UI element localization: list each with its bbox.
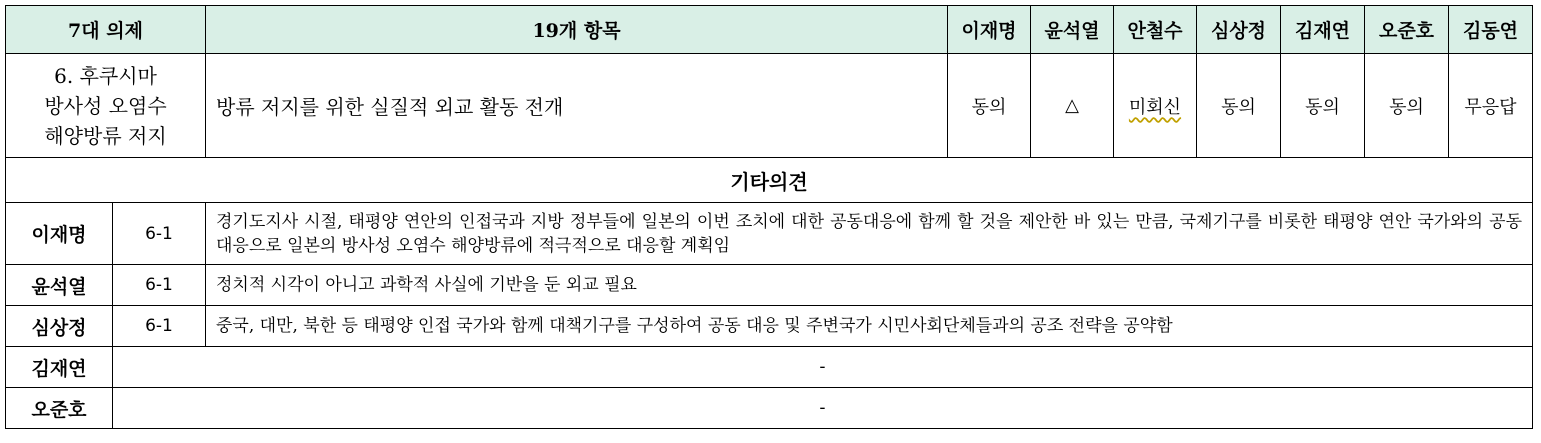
candidate-header: 이재명 (948, 6, 1031, 54)
opinion-row (6, 265, 1533, 306)
agenda-topic (6, 54, 206, 158)
opinion-text: - (113, 347, 1533, 388)
items-column-header: 19개 항목 (206, 6, 948, 54)
opinion-text: - (113, 388, 1533, 429)
pledge-table (5, 5, 1533, 429)
opinion-text: 중국, 대만, 북한 등 태평양 인접 국가와 함께 대책기구를 구성하여 공동 대응 및 주변국가 시민사회단체들과의 공조 전략을 공약함 (206, 306, 1533, 347)
opinion-row (6, 306, 1533, 347)
opinion-row (6, 347, 1533, 388)
position-cell: 동의 (948, 54, 1031, 158)
candidate-header: 안철수 (1114, 6, 1197, 54)
opinion-candidate: 심상정 (6, 306, 113, 347)
opinion-candidate: 윤석열 (6, 265, 113, 306)
candidate-header: 오준호 (1365, 6, 1449, 54)
agenda-row (6, 54, 1533, 158)
agenda-topic-line: 해양방류 저지 (44, 123, 167, 148)
position-cell: 무응답 (1449, 54, 1533, 158)
opinion-row (6, 203, 1533, 265)
opinion-row (6, 388, 1533, 429)
agenda-topic-line: 6. 후쿠시마 (54, 63, 157, 88)
position-text: 미회신 (1128, 96, 1182, 118)
opinion-candidate: 오준호 (6, 388, 113, 429)
opinion-number: 6-1 (113, 203, 206, 265)
position-cell: 동의 (1281, 54, 1365, 158)
other-opinions-title: 기타의견 (6, 158, 1533, 203)
opinion-number: 6-1 (113, 265, 206, 306)
candidate-header: 김동연 (1449, 6, 1533, 54)
header-row (6, 6, 1533, 54)
agenda-item: 방류 저지를 위한 실질적 외교 활동 전개 (206, 54, 948, 158)
position-cell (1114, 54, 1197, 158)
opinion-candidate: 김재연 (6, 347, 113, 388)
other-opinions-title-row (6, 158, 1533, 203)
position-cell: △ (1031, 54, 1114, 158)
candidate-header: 김재연 (1281, 6, 1365, 54)
position-cell: 동의 (1365, 54, 1449, 158)
opinion-text: 경기도지사 시절, 태평양 연안의 인접국과 지방 정부들에 일본의 이번 조치에 대한 공동대응에 함께 할 것을 제안한 바 있는 만큼, 국제기구를 비롯한 태평양 연안 국가와의 공동대응으로 일본의 방사성 오염수 해양방류에 적극적으로 대응할 계획임 (206, 203, 1533, 265)
agenda-topic-line: 방사성 오염수 (44, 93, 167, 118)
agenda-column-header: 7대 의제 (6, 6, 206, 54)
candidate-header: 심상정 (1197, 6, 1281, 54)
position-cell: 동의 (1197, 54, 1281, 158)
opinion-text: 정치적 시각이 아니고 과학적 사실에 기반을 둔 외교 필요 (206, 265, 1533, 306)
opinion-candidate: 이재명 (6, 203, 113, 265)
opinion-number: 6-1 (113, 306, 206, 347)
candidate-header: 윤석열 (1031, 6, 1114, 54)
